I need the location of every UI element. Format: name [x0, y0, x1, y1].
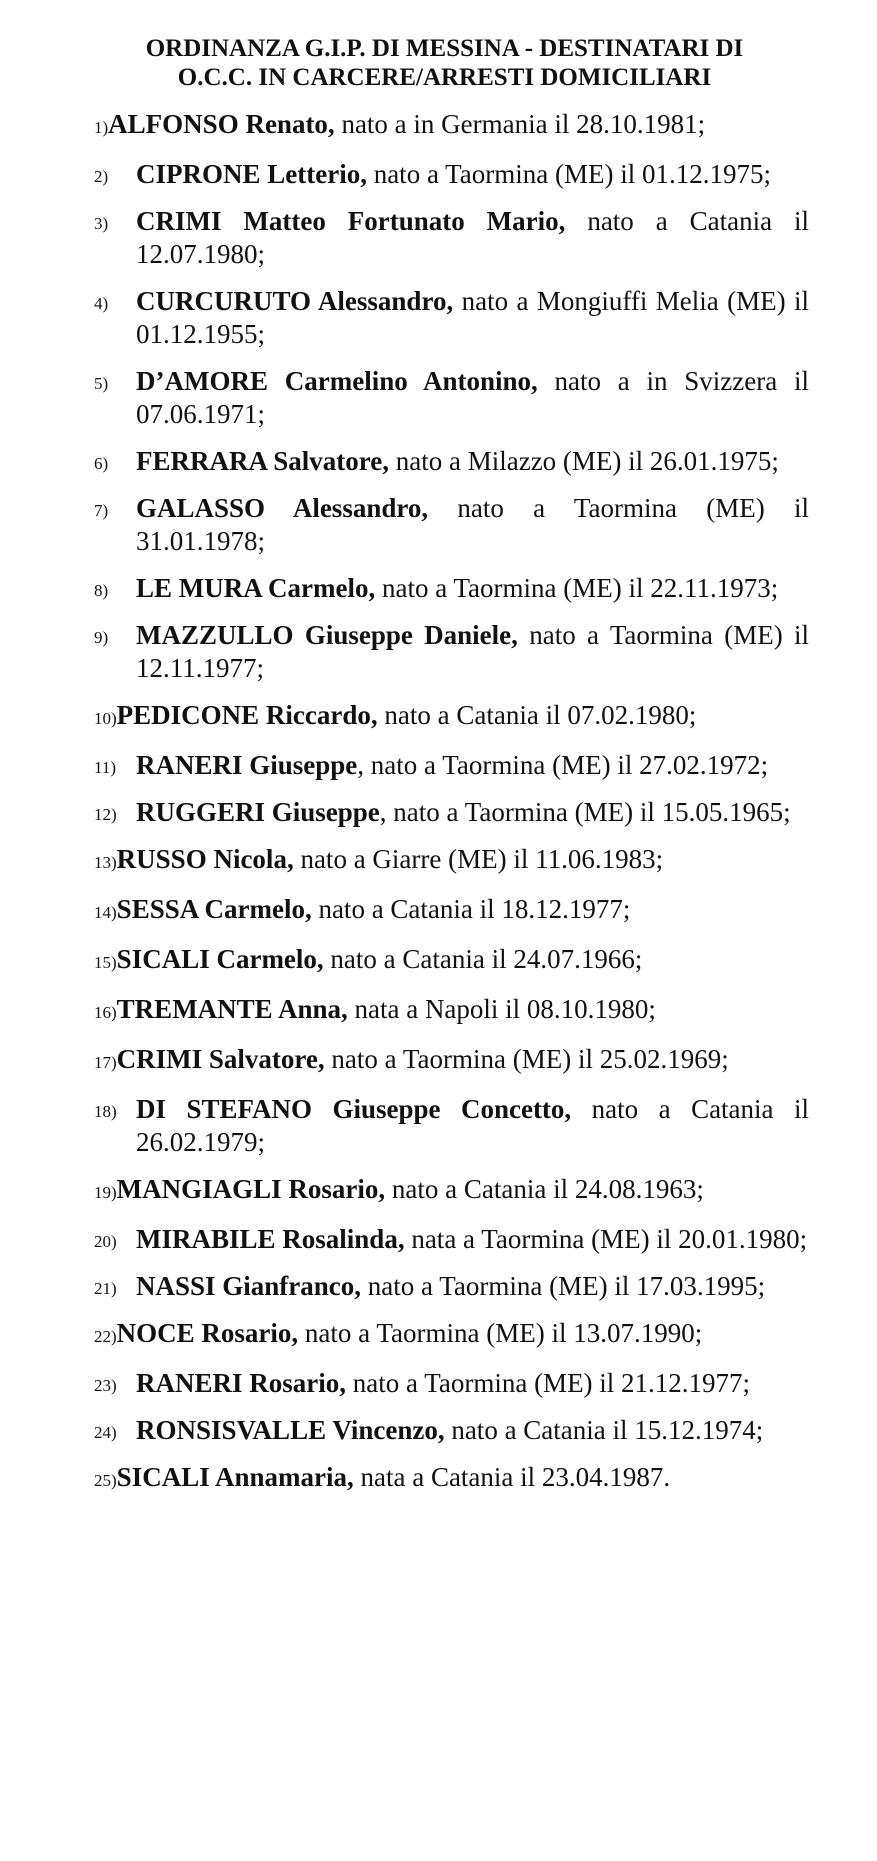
item-number: 10)	[94, 709, 117, 728]
person-name: MAZZULLO Giuseppe Daniele,	[136, 620, 518, 650]
list-item	[94, 943, 809, 979]
person-name: ALFONSO Renato,	[108, 109, 335, 139]
birth-details: nata a Taormina (ME) il 20.01.1980;	[404, 1224, 808, 1254]
list-item	[94, 158, 809, 191]
item-number: 6)	[94, 454, 109, 473]
birth-details: nato a Taormina (ME) il 01.12.1975;	[366, 159, 771, 189]
list-item	[94, 445, 809, 478]
item-number: 25)	[94, 1471, 117, 1490]
list-item	[94, 1270, 809, 1303]
birth-details: nato a Taormina (ME) il 25.02.1969;	[324, 1044, 729, 1074]
birth-details: nato a Giarre (ME) il 11.06.1983;	[293, 844, 664, 874]
recipient-list	[94, 108, 809, 1497]
list-item	[94, 699, 809, 735]
birth-details: nato a Catania il 18.12.1977;	[311, 894, 631, 924]
item-number: 9)	[94, 628, 109, 647]
list-item	[94, 796, 809, 829]
list-item	[94, 1414, 809, 1447]
person-name: CRIMI Matteo Fortunato Mario,	[136, 206, 566, 236]
person-name: DI STEFANO Giuseppe Concetto,	[136, 1094, 572, 1124]
item-number: 4)	[94, 294, 109, 313]
birth-details: nato a in Germania il 28.10.1981;	[334, 109, 706, 139]
person-name: SESSA Carmelo,	[116, 894, 312, 924]
item-number: 23)	[94, 1376, 117, 1395]
person-name: FERRARA Salvatore,	[136, 446, 389, 476]
person-name: RONSISVALLE Vincenzo,	[136, 1415, 445, 1445]
birth-details: nato a Catania il 26.02.1979;	[136, 1094, 809, 1157]
birth-details: nato a Taormina (ME) il 21.12.1977;	[346, 1368, 751, 1398]
item-number: 5)	[94, 374, 109, 393]
list-item	[94, 1043, 809, 1079]
list-item	[94, 1173, 809, 1209]
item-number: 21)	[94, 1279, 117, 1298]
item-number: 18)	[94, 1102, 117, 1121]
birth-details: nato a Catania il 12.07.1980;	[136, 206, 810, 269]
birth-details: nata a Catania il 23.04.1987.	[353, 1462, 671, 1492]
person-name: CIPRONE Letterio,	[136, 159, 367, 189]
item-number: 22)	[94, 1327, 117, 1346]
list-item	[94, 993, 809, 1029]
list-item	[94, 893, 809, 929]
birth-details: nato a in Svizzera il 07.06.1971;	[136, 366, 809, 429]
birth-details: nato a Milazzo (ME) il 26.01.1975;	[389, 446, 779, 476]
item-number: 24)	[94, 1423, 117, 1442]
birth-details: nato a Catania il 24.07.1966;	[323, 944, 643, 974]
person-name: CRIMI Salvatore,	[116, 1044, 325, 1074]
list-item	[94, 619, 809, 685]
list-item	[94, 285, 809, 351]
list-item	[94, 365, 809, 431]
list-item	[94, 205, 809, 271]
birth-details: nato a Catania il 24.08.1963;	[385, 1174, 704, 1204]
person-name: RANERI Rosario,	[136, 1368, 347, 1398]
birth-details: nata a Napoli il 08.10.1980;	[347, 994, 656, 1024]
birth-details: nato a Taormina (ME) il 12.11.1977;	[136, 620, 809, 683]
person-name: NOCE Rosario,	[116, 1318, 299, 1348]
title-line-2: O.C.C. IN CARCERE/ARRESTI DOMICILIARI	[177, 64, 712, 91]
list-item	[94, 1093, 809, 1159]
birth-details: , nato a Taormina (ME) il 27.02.1972;	[357, 750, 769, 780]
item-number: 7)	[94, 501, 109, 520]
list-item	[94, 492, 809, 558]
person-name: NASSI Gianfranco,	[136, 1271, 362, 1301]
item-number: 16)	[94, 1003, 117, 1022]
birth-details: , nato a Taormina (ME) il 15.05.1965;	[379, 797, 791, 827]
person-name: D’AMORE Carmelino Antonino,	[136, 366, 538, 396]
list-item	[94, 1223, 809, 1256]
list-item	[94, 843, 809, 879]
item-number: 11)	[94, 758, 117, 777]
item-number: 20)	[94, 1232, 117, 1251]
birth-details: nato a Catania il 07.02.1980;	[377, 700, 697, 730]
person-name: LE MURA Carmelo,	[136, 573, 376, 603]
item-number: 1)	[94, 118, 109, 137]
person-name: GALASSO Alessandro,	[136, 493, 429, 523]
person-name: PEDICONE Riccardo,	[116, 700, 378, 730]
item-number: 19)	[94, 1183, 117, 1202]
item-number: 14)	[94, 903, 117, 922]
person-name: TREMANTE Anna,	[116, 994, 348, 1024]
item-number: 13)	[94, 853, 117, 872]
list-item	[94, 1461, 809, 1497]
item-number: 2)	[94, 167, 109, 186]
item-number: 17)	[94, 1053, 117, 1072]
person-name: MIRABILE Rosalinda,	[136, 1224, 405, 1254]
person-name: SICALI Carmelo,	[116, 944, 324, 974]
title-line-1: ORDINANZA G.I.P. DI MESSINA - DESTINATARI DI	[145, 35, 744, 62]
person-name: RANERI Giuseppe	[136, 750, 358, 780]
document-title	[80, 34, 809, 92]
person-name: MANGIAGLI Rosario,	[116, 1174, 386, 1204]
person-name: RUGGERI Giuseppe	[136, 797, 380, 827]
birth-details: nato a Taormina (ME) il 17.03.1995;	[361, 1271, 766, 1301]
item-number: 15)	[94, 953, 117, 972]
item-number: 3)	[94, 214, 109, 233]
person-name: CURCURUTO Alessandro,	[136, 286, 454, 316]
birth-details: nato a Taormina (ME) il 13.07.1990;	[298, 1318, 703, 1348]
list-item	[94, 749, 809, 782]
person-name: RUSSO Nicola,	[116, 844, 294, 874]
birth-details: nato a Taormina (ME) il 22.11.1973;	[375, 573, 779, 603]
list-item	[94, 1367, 809, 1400]
list-item	[94, 572, 809, 605]
list-item	[94, 108, 809, 144]
list-item	[94, 1317, 809, 1353]
birth-details: nato a Catania il 15.12.1974;	[444, 1415, 764, 1445]
item-number: 12)	[94, 805, 117, 824]
person-name: SICALI Annamaria,	[116, 1462, 354, 1492]
birth-details: nato a Mongiuffi Melia (ME) il 01.12.1955;	[136, 286, 809, 349]
item-number: 8)	[94, 581, 109, 600]
birth-details: nato a Taormina (ME) il 31.01.1978;	[136, 493, 809, 556]
